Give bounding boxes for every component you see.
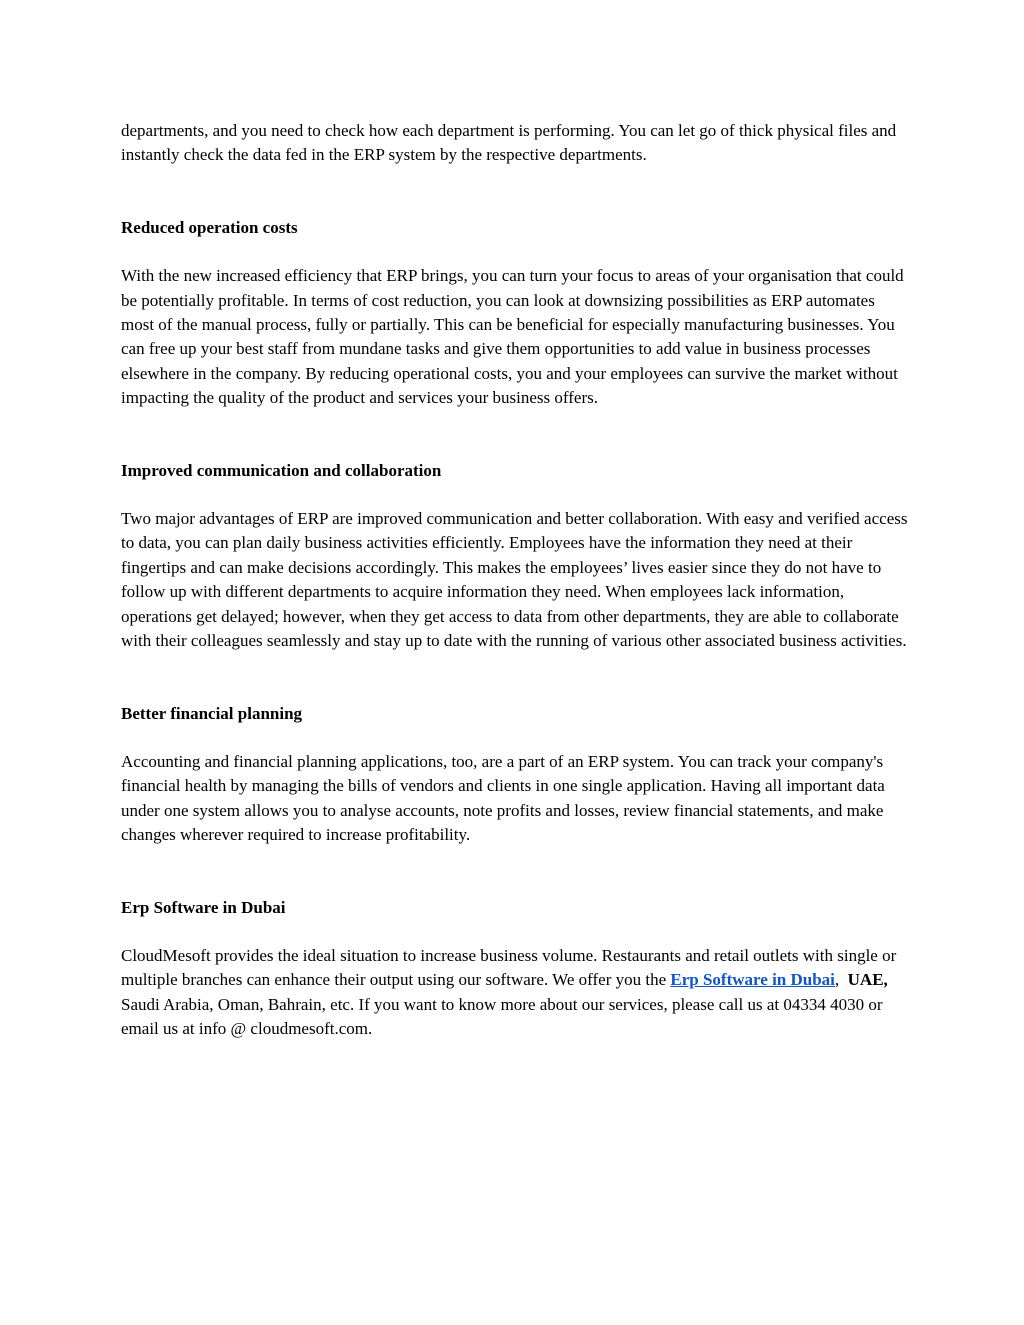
section-heading-reduced-costs: Reduced operation costs: [121, 217, 298, 237]
section-heading-financial: Better financial planning: [121, 703, 303, 723]
spacer: [121, 240, 911, 264]
uae-text: UAE,: [847, 970, 888, 990]
section-body-dubai: [121, 944, 911, 1042]
section-body-financial: Accounting and financial planning applications, too, are a part of an ERP system. You can track your company's financial health by managing the bills of vendors and clients in one single application. Having all important data under one system allows you to analyse accounts, note profits and losses, review financial statements, and make changes wherever required to increase profitability.: [121, 751, 885, 845]
section-body-communication: Two major advantages of ERP are improved communication and better collaboration. With easy and verified access to data, you can plan daily business activities efficiently. Employees have the information they need at their fingertips and can make decisions accordingly. This makes the employees’ lives easier since they do not have to follow up with different departments to acquire information they need. When employees lack information, operations get delayed; however, when they get access to data from other departments, they are able to collaborate with their colleagues seamlessly and stay up to date with the running of various other associated business activities.: [121, 509, 908, 651]
section-heading-communication: Improved communication and collaboration: [121, 460, 442, 480]
comma-text: ,: [834, 970, 840, 990]
spacer: [121, 411, 911, 459]
dubai-body-text: CloudMesoft provides the ideal situation to increase business volume. Restaurants and retail outlets with single or multiple branches can enhance their output using our software. We offer you the: [121, 945, 897, 990]
section-heading-dubai: Erp Software in Dubai: [121, 897, 286, 917]
spacer: [121, 168, 911, 216]
spacer: [121, 654, 911, 702]
spacer: [121, 920, 911, 944]
dubai-body-text-after: Saudi Arabia, Oman, Bahrain, etc. If you want to know more about our services, please call us at 04334 4030 or email us at info @ cloudmesoft.com.: [121, 994, 883, 1039]
spacer: [121, 726, 911, 750]
intro-paragraph: departments, and you need to check how each department is performing. You can let go of thick physical files and instantly check the data fed in the ERP system by the respective departments.: [121, 121, 897, 165]
spacer: [121, 483, 911, 507]
spacer: [121, 848, 911, 896]
section-body-reduced-costs: With the new increased efficiency that ERP brings, you can turn your focus to areas of your organisation that could be potentially profitable. In terms of cost reduction, you can look at downsizing possibilities as ERP automates most of the manual process, fully or partially. This can be beneficial for especially manufacturing businesses. You can free up your best staff from mundane tasks and give them opportunities to add value in business processes elsewhere in the company. By reducing operational costs, you and your employees can survive the market without impacting the quality of the product and services your business offers.: [121, 266, 904, 408]
erp-software-dubai-link[interactable]: Erp Software in Dubai: [670, 970, 835, 990]
document-page: [121, 119, 911, 1042]
